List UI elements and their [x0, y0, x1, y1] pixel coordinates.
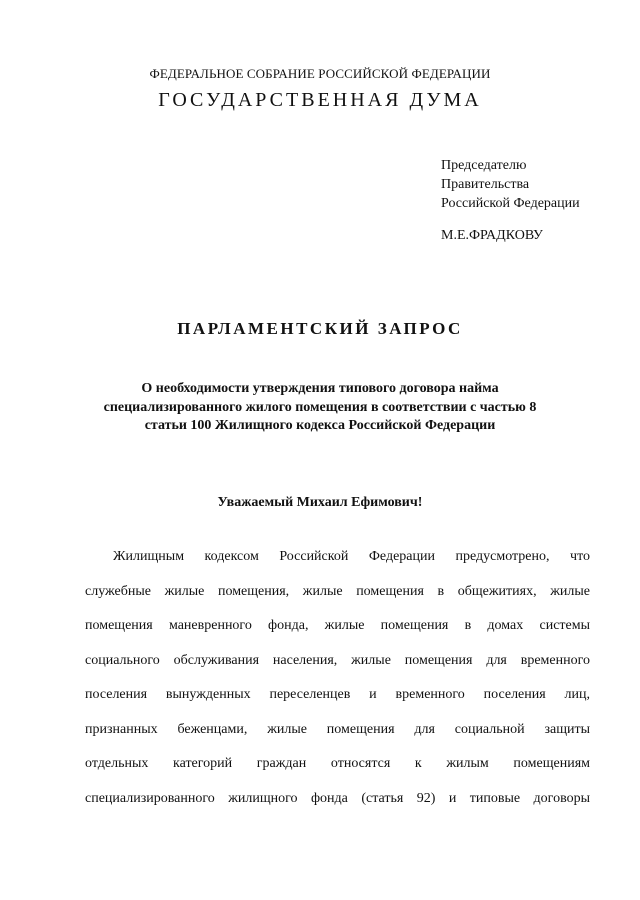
body-line: Жилищным кодексом Российской Федерации предусмотрено, что: [113, 549, 590, 564]
body-line: социального обслуживания населения, жилые помещения для временного: [85, 652, 590, 668]
body-line: специализированного жилищного фонда (статья 92) и типовые договоры: [85, 790, 590, 806]
body-line: поселения вынужденных переселенцев и временного поселения лиц,: [85, 687, 590, 702]
state-duma-header: ГОСУДАРСТВЕННАЯ ДУМА: [158, 89, 482, 111]
organization-header: ФЕДЕРАЛЬНОЕ СОБРАНИЕ РОССИЙСКОЙ ФЕДЕРАЦИИ: [149, 66, 491, 81]
addressee-line: Российской Федерации: [441, 196, 580, 211]
subject-line: специализированного жилого помещения в соответствии с частью 8: [103, 399, 537, 415]
subject-line: О необходимости утверждения типового договора найма: [141, 381, 499, 396]
salutation: Уважаемый Михаил Ефимович!: [217, 495, 423, 510]
addressee-line: Правительства: [441, 177, 530, 192]
body-line: признанных беженцами, жилые помещения для социальной защиты: [85, 721, 590, 737]
subject-line: статьи 100 Жилищного кодекса Российской Федерации: [144, 418, 496, 433]
body-line: отдельных категорий граждан относятся к жилым помещениям: [85, 756, 590, 771]
addressee-line: Председателю: [441, 158, 527, 173]
body-line: помещения маневренного фонда, жилые помещения в домах системы: [85, 618, 590, 633]
document-subject: [100, 380, 540, 436]
body-line: служебные жилые помещения, жилые помещения в общежитиях, жилые: [85, 583, 590, 599]
body-paragraph: [85, 548, 590, 824]
addressee-name: М.Е.ФРАДКОВУ: [441, 228, 543, 243]
addressee-block: [441, 156, 580, 213]
document-title: ПАРЛАМЕНТСКИЙ ЗАПРОС: [177, 319, 463, 338]
